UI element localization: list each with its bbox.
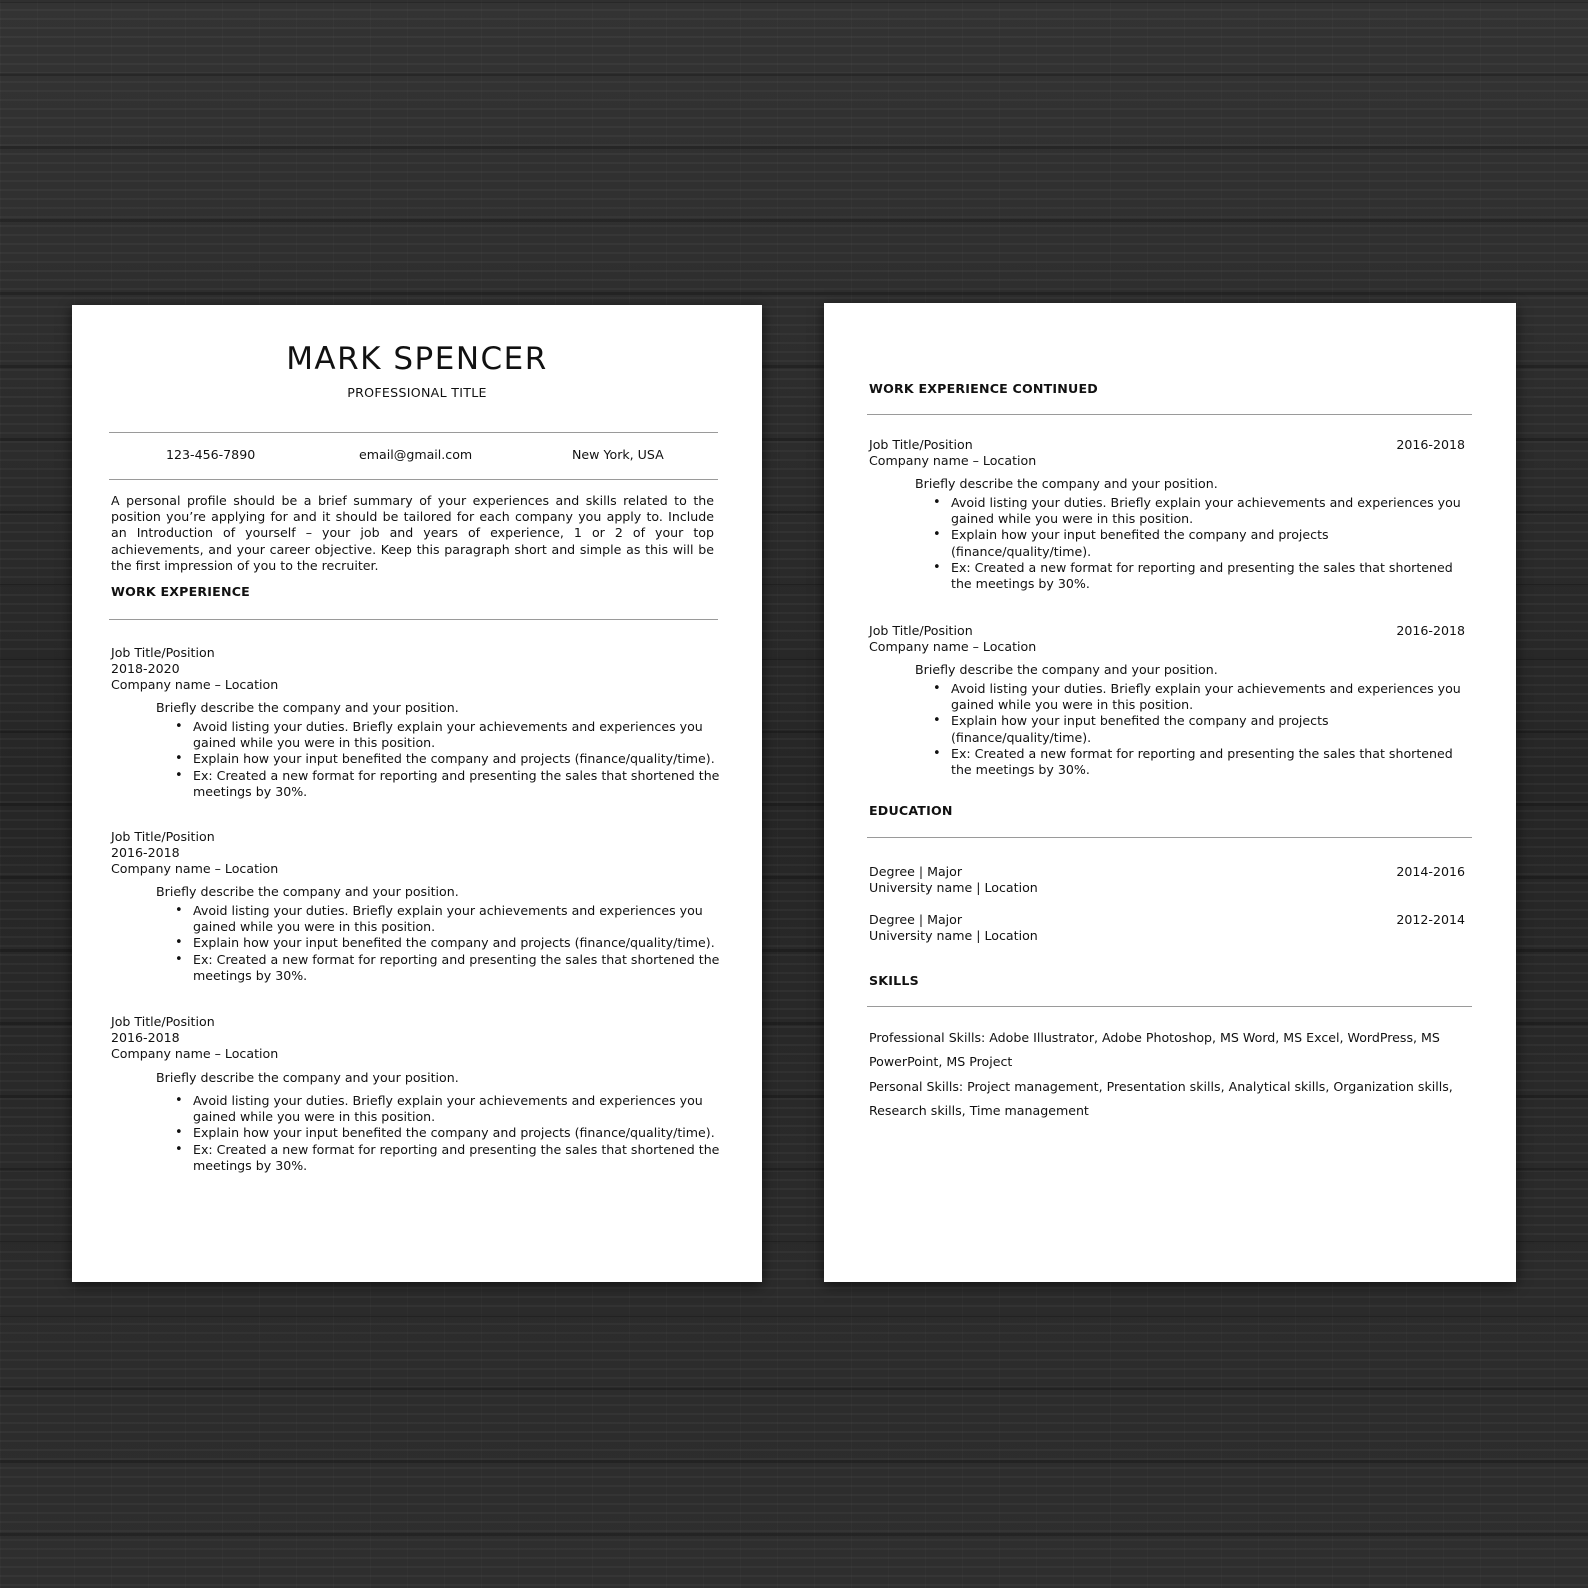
job-description: Briefly describe the company and your position. [915, 662, 1218, 677]
job-bullets [173, 903, 733, 984]
job-bullet: • Ex: Created a new format for reporting and presenting the sales that shortened the meetings by 30%. [931, 560, 1469, 592]
skills-divider [867, 1006, 1472, 1007]
work-experience-divider [109, 619, 718, 620]
section-heading-education: EDUCATION [869, 803, 953, 818]
section-heading-work-experience-continued: WORK EXPERIENCE CONTINUED [869, 381, 1098, 396]
job-dates: 2016-2018 [1396, 437, 1465, 452]
education-entry [869, 912, 1469, 952]
job-bullets [931, 681, 1469, 778]
education-divider [867, 837, 1472, 838]
job-company: Company name – Location [869, 639, 1037, 654]
job-description: Briefly describe the company and your position. [915, 476, 1218, 491]
education-school: University name | Location [869, 928, 1038, 943]
candidate-name: MARK SPENCER [286, 341, 548, 377]
education-degree: Degree | Major [869, 864, 963, 879]
education-dates: 2012-2014 [1396, 912, 1465, 927]
section-heading-work-experience: WORK EXPERIENCE [111, 584, 250, 599]
job-bullet: • Avoid listing your duties. Briefly explain your achievements and experiences you gained while you were in this position. [173, 903, 733, 935]
job-title: Job Title/Position [869, 437, 973, 452]
job-bullet: • Avoid listing your duties. Briefly explain your achievements and experiences you gained while you were in this position. [173, 1093, 733, 1125]
job-bullet: • Ex: Created a new format for reporting and presenting the sales that shortened the meetings by 30%. [931, 746, 1469, 778]
job-entry [869, 623, 1469, 783]
job-bullet: • Avoid listing your duties. Briefly explain your achievements and experiences you gained while you were in this position. [173, 719, 733, 751]
education-entry [869, 864, 1469, 904]
job-description: Briefly describe the company and your position. [156, 1070, 459, 1085]
job-dates: 2016-2018 [1396, 623, 1465, 638]
job-bullets [931, 495, 1469, 592]
job-bullets [173, 719, 733, 800]
job-dates: 2016-2018 [111, 1030, 180, 1045]
job-entry [869, 437, 1469, 597]
job-bullet: • Explain how your input benefited the company and projects (finance/quality/time). [931, 527, 1469, 559]
job-bullet: • Ex: Created a new format for reporting and presenting the sales that shortened the meetings by 30%. [173, 1142, 733, 1174]
job-company: Company name – Location [111, 677, 279, 692]
job-title: Job Title/Position [111, 1014, 215, 1029]
job-title: Job Title/Position [869, 623, 973, 638]
job-bullet: • Explain how your input benefited the company and projects (finance/quality/time). [173, 1125, 733, 1141]
education-school: University name | Location [869, 880, 1038, 895]
job-bullet: • Explain how your input benefited the company and projects (finance/quality/time). [173, 751, 733, 767]
job-bullet: • Explain how your input benefited the company and projects (finance/quality/time). [173, 935, 733, 951]
job-bullet: • Explain how your input benefited the company and projects (finance/quality/time). [931, 713, 1469, 745]
contact-email: email@gmail.com [359, 447, 473, 462]
job-entry [111, 1014, 731, 1179]
profile-summary: A personal profile should be a brief summary of your experiences and skills related to the position you’re applying for and it should be tailored for each company you apply to. Include an Introduction of yourself – your job and years of experience, 1 or 2 of your top achievements, and your career objective. Keep this paragraph short and simple as this will be the first impression of you to the recruiter. [111, 493, 714, 573]
job-title: Job Title/Position [111, 829, 215, 844]
resume-page-2 [824, 303, 1516, 1282]
job-entry [111, 645, 731, 805]
education-degree: Degree | Major [869, 912, 963, 927]
job-dates: 2018-2020 [111, 661, 180, 676]
job-company: Company name – Location [111, 861, 279, 876]
professional-title: PROFESSIONAL TITLE [347, 385, 487, 400]
job-bullets [173, 1093, 733, 1174]
job-description: Briefly describe the company and your position. [156, 700, 459, 715]
job-entry [111, 829, 731, 989]
job-title: Job Title/Position [111, 645, 215, 660]
job-company: Company name – Location [869, 453, 1037, 468]
contact-phone: 123-456-7890 [166, 447, 256, 462]
header-divider-top [109, 432, 718, 433]
personal-skills: Personal Skills: Project management, Presentation skills, Analytical skills, Organization skills, Research skills, Time management [869, 1079, 1453, 1119]
section-heading-skills: SKILLS [869, 973, 919, 988]
job-bullet: • Ex: Created a new format for reporting and presenting the sales that shortened the meetings by 30%. [173, 952, 733, 984]
job-dates: 2016-2018 [111, 845, 180, 860]
job-bullet: • Ex: Created a new format for reporting and presenting the sales that shortened the meetings by 30%. [173, 768, 733, 800]
contact-location: New York, USA [572, 447, 664, 462]
job-bullet: • Avoid listing your duties. Briefly explain your achievements and experiences you gained while you were in this position. [931, 495, 1469, 527]
resume-page-1 [72, 305, 762, 1282]
header-divider-bottom [109, 479, 718, 480]
work-experience-continued-divider [867, 414, 1472, 415]
job-bullet: • Avoid listing your duties. Briefly explain your achievements and experiences you gained while you were in this position. [931, 681, 1469, 713]
job-company: Company name – Location [111, 1046, 279, 1061]
education-dates: 2014-2016 [1396, 864, 1465, 879]
job-description: Briefly describe the company and your position. [156, 884, 459, 899]
professional-skills: Professional Skills: Adobe Illustrator, Adobe Photoshop, MS Word, MS Excel, WordPress, MS PowerPoint, MS Project [869, 1030, 1440, 1070]
